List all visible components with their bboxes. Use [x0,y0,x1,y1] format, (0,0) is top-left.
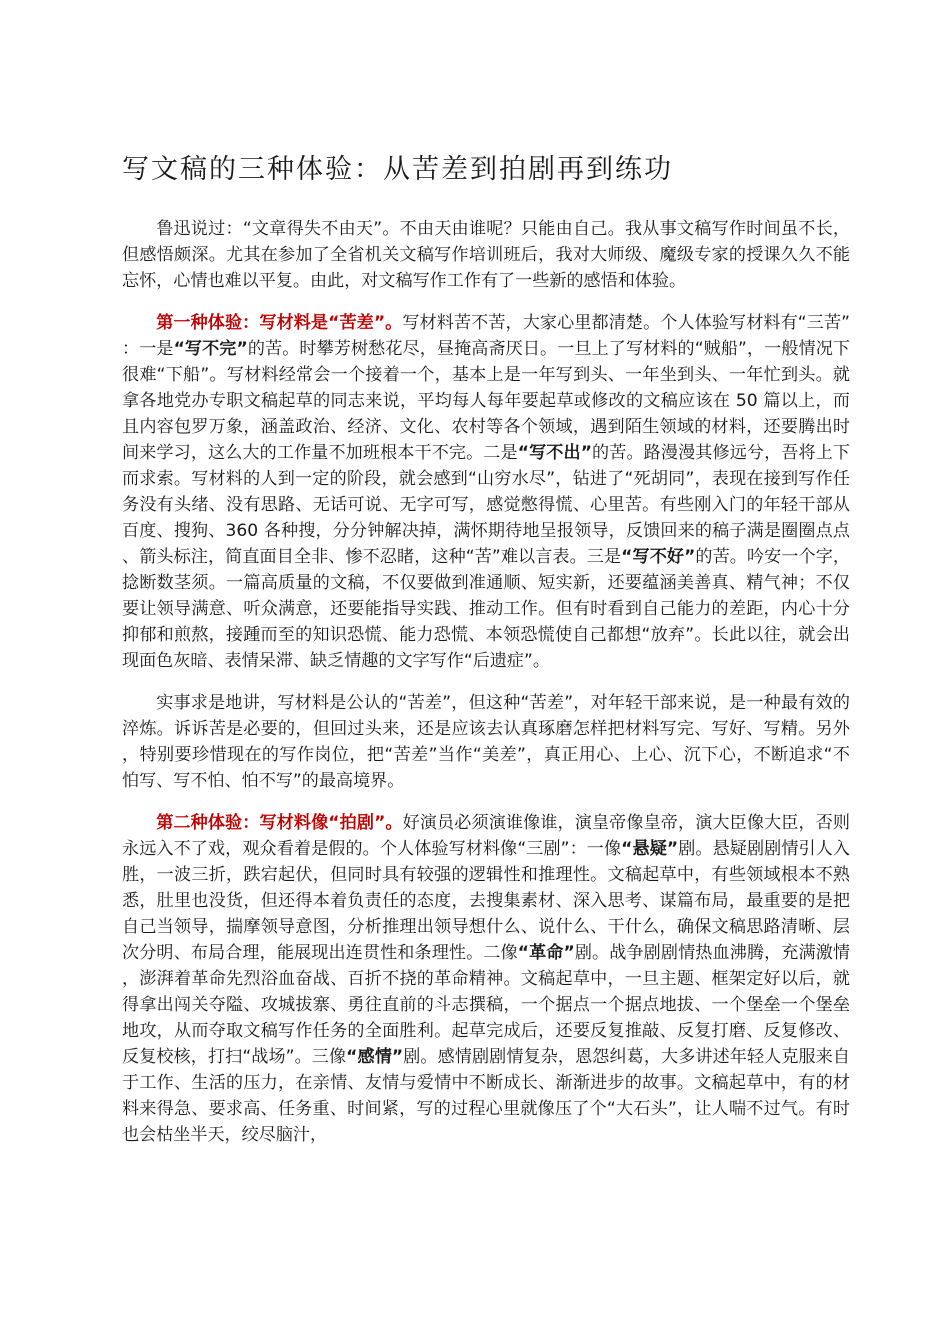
paragraph-experience-one [122,310,850,674]
paragraph-text: 的苦。吟安一个字，捻断数茎须。一篇高质量的文稿，不仅要做到准通顺、短实新，还要蕴涵美善真、精气神；不仅要让领导满意、听众满意，还要能指导实践、推动工作。但有时看到自己能力的差距，内心十分抑郁和煎熬，接踵而至的知识恐慌、能力恐慌、本领恐慌使自己都想“放弃”。长此以往，就会出现面色灰暗、表情呆滞、缺乏情趣的文字写作“后遗症”。 [122,547,851,671]
paragraph-reflection [122,690,850,794]
paragraph-text: 的苦。时攀芳树愁花尽，昼掩高斋厌日。一旦上了写材料的“贼船”，一般情况下很难“下船”。写材料经常会一个接着一个，基本上是一年写到头、一年坐到头、一年忙到头。就拿各地党办专职文稿起草的同志来说，平均每人每年要起草或修改的文稿应该在 50 篇以上，而且内容包罗万象，涵盖政治、经济、文化、农村等各个领域，遇到陌生领域的材料，还要腾出时间来学习，这么大的工作量不加班根本干不完。二是 [122,339,851,463]
emphasis-text: “感情” [346,1047,404,1067]
paragraph-text: 剧。感情剧剧情复杂，恩怨纠葛，大多讲述年轻人克服来自于工作、生活的压力，在亲情、友情与爱情中不断成长、渐渐进步的故事。文稿起草中，有的材料来得急、要求高、任务重、时间紧，写的过程心里就像压了个“大石头”，让人喘不过气。有时也会枯坐半天，绞尽脑汁， [122,1047,851,1145]
paragraph-text: 实事求是地讲，写材料是公认的“苦差”，但这种“苦差”，对年轻干部来说，是一种最有效的淬炼。诉诉苦是必要的，但回过头来，还是应该去认真琢磨怎样把材料写完、写好、写精。另外，特别要珍惜现在的写作岗位，把“苦差”当作“美差”，真正用心、上心、沉下心，不断追求“不怕写、写不怕、怕不写”的最高境界。 [122,693,850,791]
paragraph-text: 好演员必须演谁像谁，演皇帝像皇帝，演大臣像大臣，否则永远入不了戏，观众看着是假的。个人体验写材料像“三剧”：一像 [122,813,851,859]
document-title: 写文稿的三种体验：从苦差到拍剧再到练功 [122,154,673,185]
emphasis-text: “写不出” [517,443,592,463]
paragraph-text: 的苦。路漫漫其修远兮，吾将上下而求索。写材料的人到一定的阶段，就会感到“山穷水尽”，钻进了“死胡同”，表现在接到写作任务没有头绪、没有思路、无话可说、无字可写，感觉憋得慌、心里苦。有些刚入门的年轻干部从百度、搜狗、360 各种搜，分分钟解决掉，满怀期待地呈报领导，反馈回来的稿子满是圈圈点点、箭头标注，简直面目全非、惨不忍睹，这种“苦”难以言表。三是 [122,443,851,567]
emphasis-text: “写不好” [621,547,696,567]
emphasis-text: “革命” [517,943,575,963]
emphasis-text: “悬疑” [621,839,679,859]
paragraph-text: 鲁迅说过：“文章得失不由天”。不由天由谁呢？只能由自己。我从事文稿写作时间虽不长，但感悟颇深。尤其在参加了全省机关文稿写作培训班后，我对大师级、魔级专家的授课久久不能忘怀，心情也难以平复。由此，对文稿写作工作有了一些新的感悟和体验。 [122,219,850,291]
paragraph-intro [122,216,850,294]
document-page [122,150,850,1148]
paragraph-text: 剧。悬疑剧剧情引人入胜，一波三折，跌宕起伏，但同时具有较强的逻辑性和推理性。文稿起草中，有些领域根本不熟悉，肚里也没货，但还得本着负责任的态度，去搜集素材、深入思考、谋篇布局，最重要的是把自己当领导，揣摩领导意图，分析推理出领导想什么、说什么、干什么，确保文稿思路清晰、层次分明、布局合理，能展现出连贯性和条理性。二像 [122,839,851,963]
paragraph-text: 剧。战争剧剧情热血沸腾，充满激情，澎湃着革命先烈浴血奋战、百折不挠的革命精神。文稿起草中，一旦主题、框架定好以后，就得拿出闯关夺隘、攻城拔寨、勇往直前的斗志撰稿，一个据点一个据点地拔、一个堡垒一个堡垒地攻，从而夺取文稿写作任务的全面胜利。起草完成后，还要反复推敲、反复打磨、反复修改、反复校核，打扫“战场”。三像 [122,943,851,1067]
paragraph-experience-two [122,810,850,1148]
section-heading-experience-two: 第二种体验：写材料像“拍剧”。 [156,813,403,833]
paragraph-text: 写材料苦不苦，大家心里都清楚。个人体验写材料有“三苦”：一是 [122,313,851,359]
emphasis-text: “写不完” [173,339,248,359]
section-heading-experience-one: 第一种体验：写材料是“苦差”。 [156,313,403,333]
